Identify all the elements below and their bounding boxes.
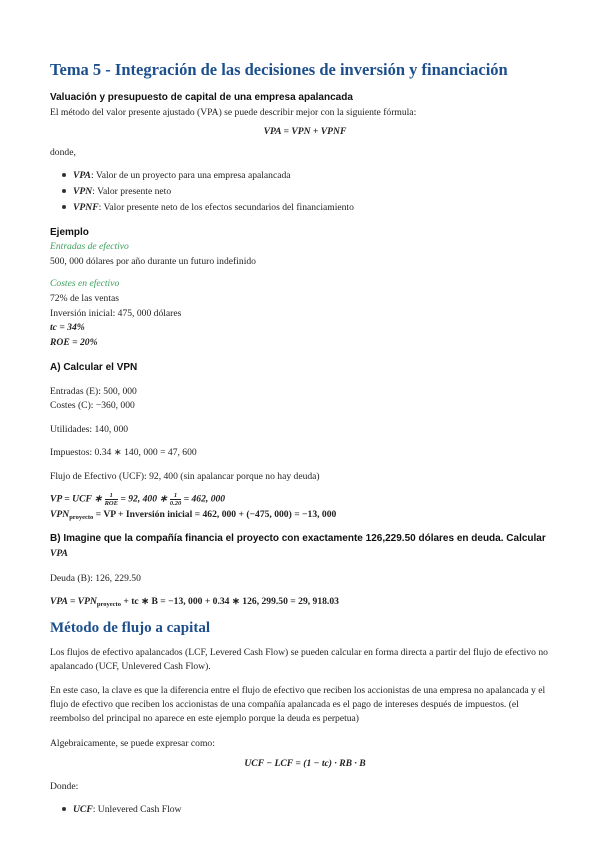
bullet-dot-icon — [62, 173, 66, 177]
bullet-vpn: VPN: Valor presente neto — [62, 185, 171, 199]
fraction-1-020: $\frac{1}{0.20}$ — [169, 492, 182, 507]
section-title-flujo-capital: Método de flujo a capital — [50, 620, 210, 636]
paragraph-clave: En este caso, la clave es que la diferencia entre el flujo de efectivo que reciben los accionistas de una empresa no apalancada y el flujo de efectivo que reciben los accionistas de una compañía apalancada es el pago de intereses después de impuestos. (el reembolso del principal no aparece en este ejemplo porque la deuda es perpetua) — [50, 685, 546, 724]
utilidades: Utilidades: 140, 000 — [50, 424, 129, 435]
costes-line-tc: tc = 34% — [50, 322, 85, 333]
ejemplo-heading: Ejemplo — [50, 227, 89, 238]
formula-vpn-proyecto: $VPN_{proyecto}$ = VP + Inversión inicial = 462, 000 + (−475, 000) = −13, 000 — [50, 509, 337, 521]
donde2-label: Donde: — [50, 781, 79, 792]
part-b-heading: B) Imagine que la compañía financia el proyecto con exactamente 126,229.50 dólares en deuda. Calcular — [50, 533, 546, 544]
entradas-label: Entradas de efectivo — [50, 241, 129, 252]
part-a-heading: A) Calcular el VPN — [50, 362, 138, 373]
bullet-dot-icon — [62, 205, 66, 209]
entradas-e: Entradas (E): 500, 000 — [50, 386, 137, 397]
deuda: Deuda (B): 126, 229.50 — [50, 573, 141, 584]
formula-vpa-deuda: VPA = $VPN_{proyecto}$ + tc ∗ B = −13, 000 + 0.34 ∗ 126, 299.50 = 29, 918.03 — [50, 596, 339, 608]
intro-paragraph: El método del valor presente ajustado (VPA) se puede describir mejor con la siguiente fórmula: — [50, 107, 417, 118]
impuestos: Impuestos: 0.34 ∗ 140, 000 = 47, 600 — [50, 447, 197, 458]
costes-label: Costes en efectivo — [50, 278, 120, 289]
fraction-1-roe: $\frac{1}{\text{ROE}}$ — [104, 492, 118, 507]
bullet-vpa: VPA: Valor de un proyecto para una empresa apalancada — [62, 169, 291, 183]
bullet-vpnf: VPNF: Valor presente neto de los efectos secundarios del financiamiento — [62, 201, 354, 215]
algebra-text: Algebraicamente, se puede expresar como: — [50, 738, 215, 749]
bullet-ucf: UCF: Unlevered Cash Flow — [62, 803, 181, 817]
bullet-dot-icon — [62, 807, 66, 811]
formula-lcf: UCF − LCF = (1 − tc) · RB · B — [244, 758, 366, 769]
formula-vpa: VPA = VPN + VPNF — [263, 126, 347, 137]
formula-vp: VP = UCF ∗ $\frac{1}{\text{ROE}}$ = 92, 400 ∗ $\frac{1}{0.20}$ = 462, 000 — [50, 492, 226, 507]
section-heading-valuacion: Valuación y presupuesto de capital de una empresa apalancada — [50, 92, 353, 103]
costes-line-ventas: 72% de las ventas — [50, 293, 120, 304]
page-title: Tema 5 - Integración de las decisiones de inversión y financiación — [50, 60, 508, 79]
costes-line-roe: ROE = 20% — [50, 337, 98, 348]
part-b-heading-vpa: VPA — [50, 548, 68, 559]
flujo-efectivo: Flujo de Efectivo (UCF): 92, 400 (sin apalancar porque no hay deuda) — [50, 471, 320, 482]
entradas-value: 500, 000 dólares por año durante un futuro indefinido — [50, 256, 256, 267]
paragraph-lcf: Los flujos de efectivo apalancados (LCF, Levered Cash Flow) se pueden calcular en forma directa a partir del flujo de efectivo no apalancado (UCF, Unlevered Cash Flow). — [50, 647, 548, 672]
donde-label: donde, — [50, 147, 76, 158]
costes-c: Costes (C): −360, 000 — [50, 400, 135, 411]
bullet-dot-icon — [62, 189, 66, 193]
costes-line-inversion: Inversión inicial: 475, 000 dólares — [50, 308, 182, 319]
